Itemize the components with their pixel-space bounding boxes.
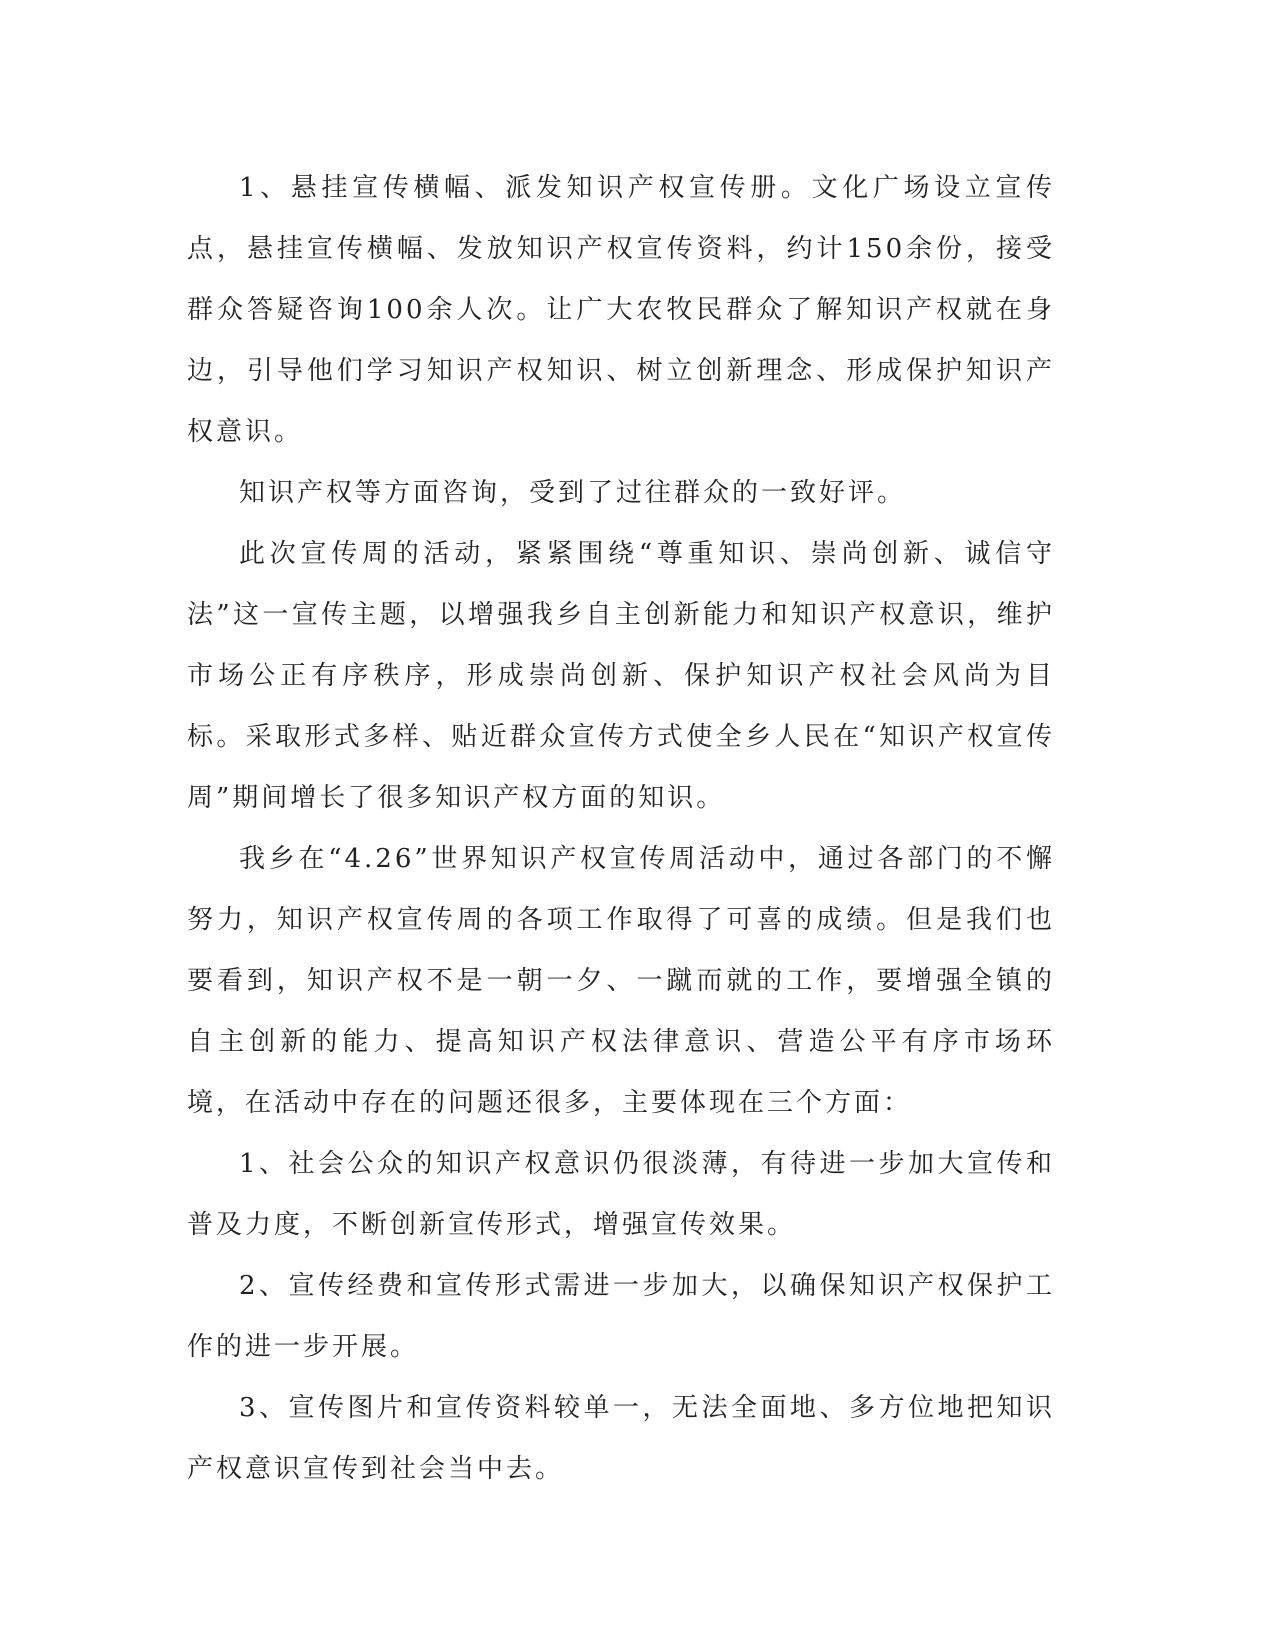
paragraph-7: 3、宣传图片和宣传资料较单一，无法全面地、多方位地把知识产权意识宣传到社会当中去。 [187,1393,1055,1484]
paragraph-4: 我乡在“4.26”世界知识产权宣传周活动中，通过各部门的不懈努力，知识产权宣传周的各项工作取得了可喜的成绩。但是我们也要看到，知识产权不是一朝一夕、一蹴而就的工作，要增强全镇的自主创新的能力、提高知识产权法律意识、营造公平有序市场环境，在活动中存在的问题还很多，主要体现在三个方面： [187,844,1055,1118]
paragraph-1: 1、悬挂宣传横幅、派发知识产权宣传册。文化广场设立宣传点，悬挂宣传横幅、发放知识产权宣传资料，约计150余份，接受群众答疑咨询100余人次。让广大农牧民群众了解知识产权就在身边，引导他们学习知识产权知识、树立创新理念、形成保护知识产权意识。 [187,173,1055,447]
document-body [187,158,1055,1500]
paragraph-3: 此次宣传周的活动，紧紧围绕“尊重知识、崇尚创新、诚信守法”这一宣传主题，以增强我乡自主创新能力和知识产权意识，维护市场公正有序秩序，形成崇尚创新、保护知识产权社会风尚为目标。采取形式多样、贴近群众宣传方式使全乡人民在“知识产权宣传周”期间增长了很多知识产权方面的知识。 [187,539,1055,813]
paragraph-6: 2、宣传经费和宣传形式需进一步加大，以确保知识产权保护工作的进一步开展。 [187,1271,1055,1362]
paragraph-2: 知识产权等方面咨询，受到了过往群众的一致好评。 [239,478,907,508]
paragraph-5: 1、社会公众的知识产权意识仍很淡薄，有待进一步加大宣传和普及力度，不断创新宣传形式，增强宣传效果。 [187,1149,1055,1240]
